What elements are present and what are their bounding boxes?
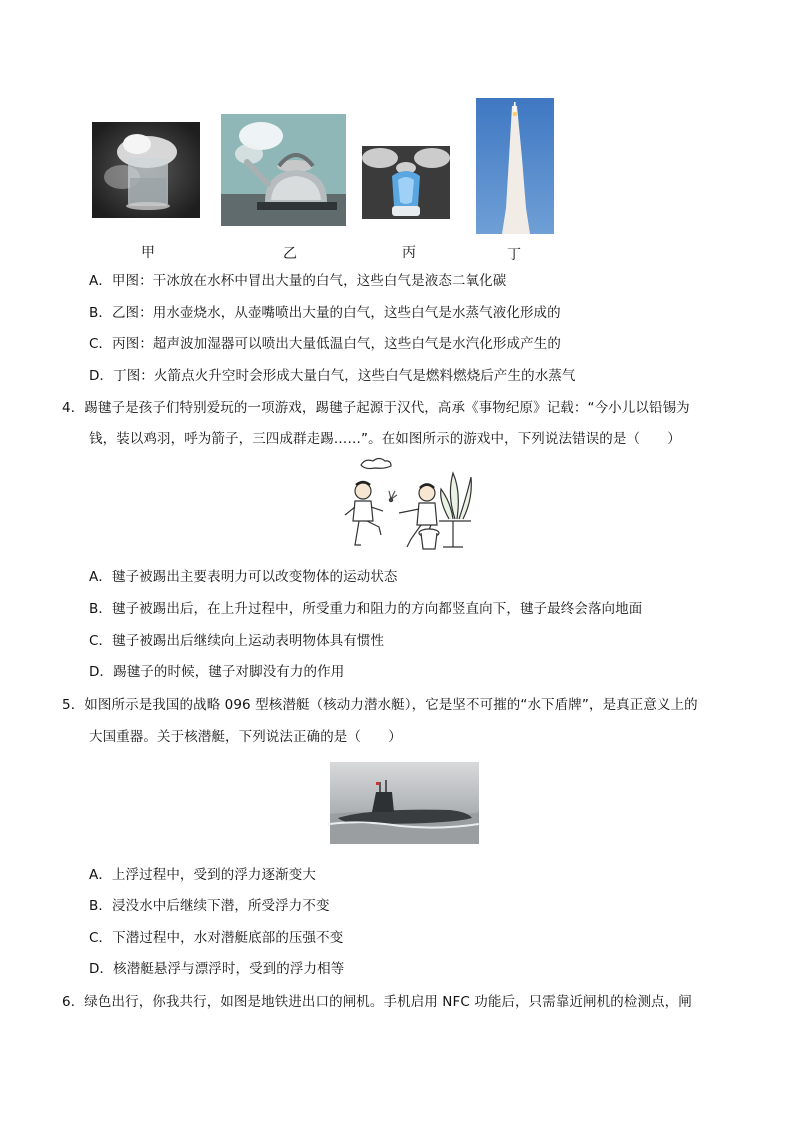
q4-stem-line-2: 钱，装以鸡羽，呼为箭子，三四成群走踢……”。在如图所示的游戏中，下列说法错误的是（ ） <box>89 431 681 447</box>
q3-option-b: B．乙图：用水壶烧水，从壶嘴喷出大量的白气，这些白气是水蒸气液化形成的 <box>89 305 561 321</box>
q5-option-c: C．下潜过程中，水对潜艇底部的压强不变 <box>89 930 344 946</box>
q3-option-d: D．丁图：火箭点火升空时会形成大量白气，这些白气是燃料燃烧后产生的水蒸气 <box>89 368 576 384</box>
figure-jia-dry-ice-cup <box>92 122 200 218</box>
figure-ding-rocket <box>476 98 554 234</box>
caption-jia: 甲 <box>141 245 155 261</box>
q4-option-b: B．毽子被踢出后，在上升过程中，所受重力和阻力的方向都竖直向下，毽子最终会落向地面 <box>89 601 643 617</box>
figure-bing-humidifier <box>362 146 450 219</box>
figure-kicking-shuttlecock <box>335 455 475 557</box>
figure-yi-kettle <box>221 114 346 226</box>
q4-option-d: D．踢毽子的时候，毽子对脚没有力的作用 <box>89 664 345 680</box>
q4-option-c: C．毽子被踢出后继续向上运动表明物体具有惯性 <box>89 633 385 649</box>
q5-option-a: A．上浮过程中，受到的浮力逐渐变大 <box>89 867 316 883</box>
q5-stem-line-1: 5．如图所示是我国的战略 096 型核潜艇（核动力潜水艇），它是坚不可摧的“水下盾牌”，是真正意义上的 <box>62 697 698 713</box>
q5-option-b: B．浸没水中后继续下潜，所受浮力不变 <box>89 898 330 914</box>
caption-bing: 丙 <box>402 245 416 261</box>
q6-stem-line-1: 6．绿色出行，你我共行，如图是地铁进出口的闸机。手机启用 NFC 功能后，只需靠近闸机的检测点，闸 <box>62 994 692 1010</box>
q3-option-c: C．丙图：超声波加湿器可以喷出大量低温白气，这些白气是水汽化形成产生的 <box>89 336 561 352</box>
q5-stem-line-2: 大国重器。关于核潜艇，下列说法正确的是（ ） <box>89 729 402 745</box>
figure-nuclear-submarine <box>330 762 479 844</box>
q4-stem-line-1: 4．踢毽子是孩子们特别爱玩的一项游戏，踢毽子起源于汉代，高承《事物纪原》记载：“今小儿以铅锡为 <box>62 400 690 416</box>
q3-option-a: A．甲图：干冰放在水杯中冒出大量的白气，这些白气是液态二氧化碳 <box>89 273 507 289</box>
caption-ding: 丁 <box>507 247 521 263</box>
q4-option-a: A．毽子被踢出主要表明力可以改变物体的运动状态 <box>89 569 398 585</box>
q5-option-d: D．核潜艇悬浮与漂浮时，受到的浮力相等 <box>89 961 345 977</box>
caption-yi: 乙 <box>283 246 297 262</box>
